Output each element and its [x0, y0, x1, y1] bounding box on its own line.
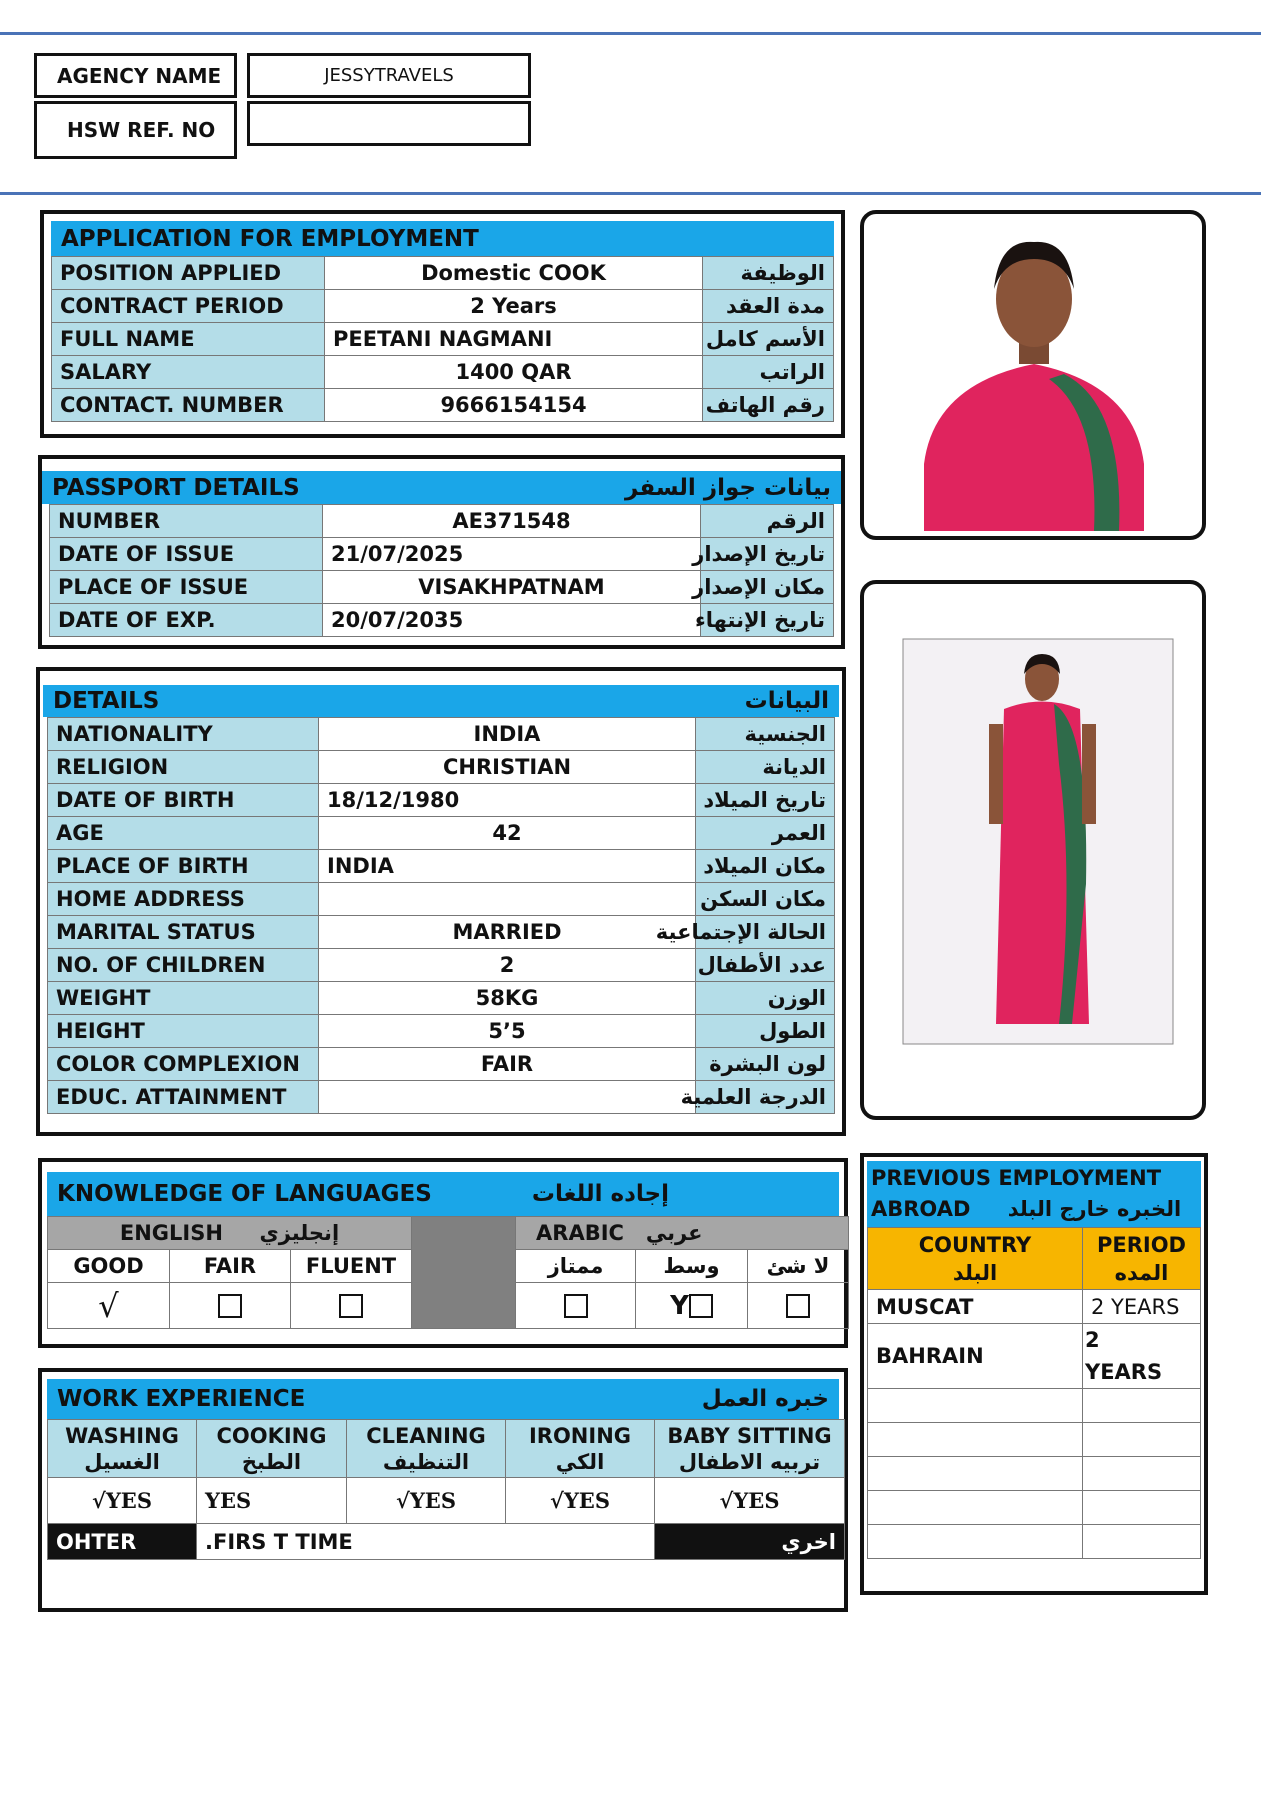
prev-empty-cell: [868, 1423, 1083, 1457]
country-header-en: COUNTRY: [918, 1232, 1032, 1257]
application-label: CONTRACT PERIOD: [52, 290, 325, 323]
passport-title-bar: [42, 471, 841, 504]
arabic-label: ARABIC: [536, 1221, 624, 1245]
passport-label: NUMBER: [50, 505, 323, 538]
details-label-ar: العمر: [696, 817, 835, 850]
details-label: EDUC. ATTAINMENT: [48, 1081, 319, 1114]
prev-country-1: MUSCAT: [868, 1290, 1083, 1324]
application-table: [51, 256, 834, 422]
details-row: [48, 784, 835, 817]
application-label-ar: الوظيفة: [703, 257, 834, 290]
details-row: [48, 916, 835, 949]
work-skill-ar: الطبخ: [241, 1449, 302, 1474]
details-section: [36, 667, 846, 1136]
application-value: PEETANI NAGMANI: [325, 323, 703, 356]
passport-title: PASSPORT DETAILS: [52, 474, 300, 501]
top-rule: [0, 32, 1261, 35]
languages-title-ar: إجاده اللغات: [531, 1181, 669, 1207]
application-label-ar: مدة العقد: [703, 290, 834, 323]
passport-label-ar: مكان الإصدار: [701, 571, 834, 604]
work-skill-value: √YES: [48, 1478, 197, 1524]
previous-title-abroad: ABROAD: [871, 1197, 971, 1221]
passport-row: [50, 571, 834, 604]
details-row: [48, 718, 835, 751]
details-label: RELIGION: [48, 751, 319, 784]
passport-title-ar: بيانات جواز السفر: [625, 474, 831, 501]
details-label: HOME ADDRESS: [48, 883, 319, 916]
passport-label: DATE OF EXP.: [50, 604, 323, 637]
work-skill-en: BABY SITTING: [667, 1423, 832, 1448]
details-value: 2: [319, 949, 696, 982]
details-label: NO. OF CHILDREN: [48, 949, 319, 982]
details-value: [319, 1081, 696, 1114]
details-value: INDIA: [319, 850, 696, 883]
period-header-en: PERIOD: [1096, 1232, 1186, 1257]
application-value: Domestic COOK: [325, 257, 703, 290]
details-value: INDIA: [319, 718, 696, 751]
previous-title-ar: الخبره خارج البلد: [1007, 1197, 1182, 1221]
passport-value: AE371548: [323, 505, 701, 538]
passport-label: DATE OF ISSUE: [50, 538, 323, 571]
arabic-medium-box[interactable]: [636, 1283, 748, 1329]
agency-name-label: AGENCY NAME: [34, 53, 237, 98]
passport-row: [50, 505, 834, 538]
details-title: DETAILS: [53, 688, 160, 714]
application-label: SALARY: [52, 356, 325, 389]
work-skill-value: YES: [197, 1478, 347, 1524]
hsw-ref-value: [247, 101, 531, 146]
english-good-tick: [48, 1283, 170, 1329]
details-value: [319, 883, 696, 916]
details-row: [48, 982, 835, 1015]
arabic-excellent-box[interactable]: [516, 1283, 636, 1329]
application-row: [52, 356, 834, 389]
passport-label: PLACE OF ISSUE: [50, 571, 323, 604]
work-skill-en: COOKING: [216, 1423, 327, 1448]
prev-country-2: BAHRAIN: [868, 1324, 1083, 1389]
prev-period-2-number: 2: [1085, 1328, 1100, 1352]
details-label: WEIGHT: [48, 982, 319, 1015]
details-row: [48, 850, 835, 883]
prev-period-1: 2 YEARS: [1083, 1290, 1201, 1324]
work-skill-value: √YES: [655, 1478, 845, 1524]
details-label: AGE: [48, 817, 319, 850]
details-label-ar: الطول: [696, 1015, 835, 1048]
application-row: [52, 323, 834, 356]
checkbox-icon[interactable]: [786, 1294, 810, 1318]
english-label-ar: إنجليزي: [259, 1221, 340, 1245]
details-label-ar: الديانة: [696, 751, 835, 784]
work-title-ar: خبره العمل: [701, 1386, 829, 1412]
work-skill-ar: الكي: [555, 1449, 605, 1474]
application-label-ar: رقم الهاتف: [703, 389, 834, 422]
languages-section: [38, 1158, 848, 1348]
other-value: .FIRS T TIME: [197, 1524, 655, 1560]
details-label-ar: عدد الأطفال: [696, 949, 835, 982]
languages-title-bar: [47, 1172, 839, 1216]
details-row: [48, 883, 835, 916]
checkbox-icon[interactable]: [218, 1294, 242, 1318]
passport-value: VISAKHPATNAM: [323, 571, 701, 604]
passport-label-ar: تاريخ الإنتهاء: [701, 604, 834, 637]
details-row: [48, 1015, 835, 1048]
work-skill-header: [655, 1420, 845, 1478]
details-value: 5’5: [319, 1015, 696, 1048]
details-row: [48, 817, 835, 850]
details-label-ar: مكان الميلاد: [696, 850, 835, 883]
details-label: DATE OF BIRTH: [48, 784, 319, 817]
passport-row: [50, 538, 834, 571]
passport-section: [38, 455, 845, 649]
full-body-photo: [864, 584, 1202, 1116]
details-label: HEIGHT: [48, 1015, 319, 1048]
prev-empty-cell: [1083, 1423, 1201, 1457]
application-title-bar: [51, 221, 834, 256]
agency-name-value: JESSYTRAVELS: [247, 53, 531, 98]
application-section: [40, 210, 845, 438]
prev-empty-cell: [868, 1491, 1083, 1525]
prev-empty-cell: [868, 1389, 1083, 1423]
languages-table: [47, 1216, 849, 1329]
english-level-fluent: FLUENT: [291, 1250, 412, 1283]
work-skill-header: [48, 1420, 197, 1478]
application-value: 2 Years: [325, 290, 703, 323]
prev-empty-cell: [1083, 1457, 1201, 1491]
details-label-ar: تاريخ الميلاد: [696, 784, 835, 817]
prev-empty-cell: [868, 1457, 1083, 1491]
arabic-medium-mark: Y: [670, 1290, 689, 1321]
details-row: [48, 751, 835, 784]
portrait-photo-frame: [860, 210, 1206, 540]
arabic-level-excellent: ممتاز: [516, 1250, 636, 1283]
details-row: [48, 1081, 835, 1114]
portrait-photo: [864, 214, 1202, 536]
previous-title: PREVIOUS EMPLOYMENT: [871, 1166, 1162, 1190]
work-skill-en: CLEANING: [366, 1423, 486, 1448]
work-skill-value: √YES: [506, 1478, 655, 1524]
details-label: COLOR COMPLEXION: [48, 1048, 319, 1081]
prev-empty-cell: [1083, 1389, 1201, 1423]
previous-employment-section: [860, 1153, 1208, 1595]
english-level-good: GOOD: [48, 1250, 170, 1283]
details-value: CHRISTIAN: [319, 751, 696, 784]
passport-label-ar: تاريخ الإصدار: [701, 538, 834, 571]
english-header: [48, 1217, 412, 1250]
passport-row: [50, 604, 834, 637]
details-label-ar: مكان السكن: [696, 883, 835, 916]
application-label: FULL NAME: [52, 323, 325, 356]
details-value: FAIR: [319, 1048, 696, 1081]
details-label-ar: الدرجة العلمية: [696, 1081, 835, 1114]
passport-value: 20/07/2035: [323, 604, 701, 637]
work-title: WORK EXPERIENCE: [57, 1386, 306, 1412]
details-value: 18/12/1980: [319, 784, 696, 817]
details-label-ar: الجنسية: [696, 718, 835, 751]
checkbox-icon[interactable]: [564, 1294, 588, 1318]
details-value: 42: [319, 817, 696, 850]
languages-title: KNOWLEDGE OF LANGUAGES: [57, 1181, 432, 1207]
period-header: [1083, 1228, 1201, 1290]
details-value: MARRIED: [319, 916, 696, 949]
application-label: POSITION APPLIED: [52, 257, 325, 290]
arabic-label-ar: عربي: [645, 1221, 703, 1245]
application-value: 9666154154: [325, 389, 703, 422]
previous-table: [867, 1227, 1201, 1559]
application-row: [52, 257, 834, 290]
prev-period-2-unit: YEARS: [1085, 1360, 1163, 1384]
english-level-fair: FAIR: [170, 1250, 291, 1283]
details-row: [48, 1048, 835, 1081]
work-skill-header: [506, 1420, 655, 1478]
details-row: [48, 949, 835, 982]
work-skill-value: √YES: [347, 1478, 506, 1524]
languages-divider: [412, 1217, 516, 1329]
details-label: NATIONALITY: [48, 718, 319, 751]
other-label-ar: اخري: [655, 1524, 845, 1560]
country-header-ar: البلد: [952, 1260, 998, 1285]
checkbox-icon[interactable]: [689, 1294, 713, 1318]
country-header: [868, 1228, 1083, 1290]
application-row: [52, 389, 834, 422]
details-label: MARITAL STATUS: [48, 916, 319, 949]
work-skill-header: [347, 1420, 506, 1478]
work-title-bar: [47, 1379, 839, 1419]
full-photo-frame: [860, 580, 1206, 1120]
prev-empty-cell: [1083, 1525, 1201, 1559]
prev-empty-cell: [1083, 1491, 1201, 1525]
other-label: OHTER: [48, 1524, 197, 1560]
checkbox-icon[interactable]: [339, 1294, 363, 1318]
application-title: APPLICATION FOR EMPLOYMENT: [61, 225, 479, 252]
details-table: [47, 717, 835, 1114]
english-label: ENGLISH: [119, 1221, 223, 1245]
work-skill-en: WASHING: [65, 1423, 179, 1448]
details-label-ar: لون البشرة: [696, 1048, 835, 1081]
arabic-header: [516, 1217, 849, 1250]
application-row: [52, 290, 834, 323]
previous-title-line2: [871, 1194, 1197, 1225]
arabic-none-box[interactable]: [748, 1283, 849, 1329]
passport-label-ar: الرقم: [701, 505, 834, 538]
period-header-ar: المده: [1114, 1260, 1169, 1285]
work-experience-section: [38, 1368, 848, 1612]
hsw-ref-label: HSW REF. NO: [34, 101, 237, 159]
english-fair-box[interactable]: [170, 1283, 291, 1329]
details-title-ar: البيانات: [744, 688, 829, 714]
english-fluent-box[interactable]: [291, 1283, 412, 1329]
application-value: 1400 QAR: [325, 356, 703, 389]
work-skill-en: IRONING: [528, 1423, 632, 1448]
details-label: PLACE OF BIRTH: [48, 850, 319, 883]
arabic-level-medium: وسط: [636, 1250, 748, 1283]
passport-value: 21/07/2025: [323, 538, 701, 571]
details-title-bar: [43, 685, 839, 717]
work-skill-ar: تربيه الاطفال: [678, 1449, 821, 1474]
prev-period-2: [1083, 1324, 1201, 1389]
arabic-level-none: لا شئ: [748, 1250, 849, 1283]
work-skill-ar: الغسيل: [84, 1449, 160, 1474]
check-mark-icon: √: [98, 1286, 119, 1325]
previous-title-bar: [867, 1161, 1201, 1227]
details-label-ar: الحالة الإجتماعية: [696, 916, 835, 949]
header-rule: [0, 192, 1261, 195]
prev-empty-cell: [868, 1525, 1083, 1559]
details-value: 58KG: [319, 982, 696, 1015]
application-label-ar: الراتب: [703, 356, 834, 389]
work-skill-header: [197, 1420, 347, 1478]
passport-table: [49, 504, 834, 637]
work-table: [47, 1419, 845, 1560]
application-label: CONTACT. NUMBER: [52, 389, 325, 422]
work-skill-ar: التنظيف: [382, 1449, 470, 1474]
details-label-ar: الوزن: [696, 982, 835, 1015]
application-label-ar: الأسم كامل: [703, 323, 834, 356]
